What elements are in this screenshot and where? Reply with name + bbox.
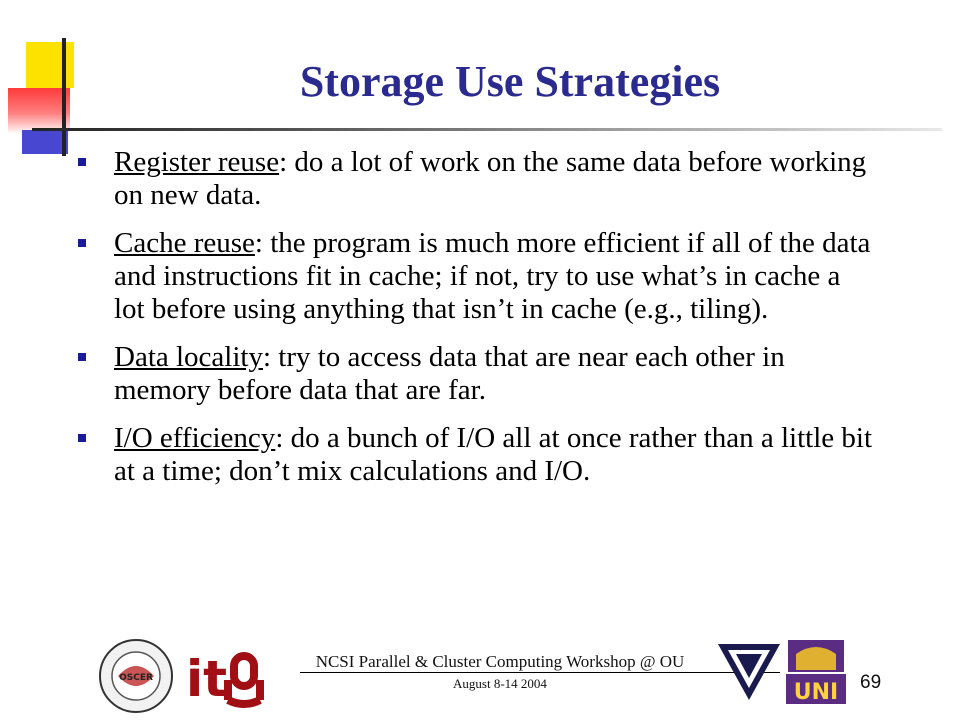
title-underline [32,128,942,131]
bullet-square-icon [78,239,86,247]
bullet-item [78,146,878,212]
uni-logo [786,638,846,704]
bullet-term: Cache reuse [114,227,255,259]
decor-yellow-square [26,42,74,88]
bullet-text: : try to access data that are near each other in memory before data that are far. [114,341,785,406]
bullet-item [78,227,878,326]
it-ou-logo [184,640,270,710]
ncsi-triangle-logo [716,640,782,702]
bullet-text: : the program is much more efficient if all of the data and instructions fit in cache; if not, try to use what’s in cache a lot before using anything that isn’t in cache (e.g., tiling). [114,227,871,325]
it-logo-text: it [186,650,228,708]
footer-workshop-name: NCSI Parallel & Cluster Computing Workshop @ OU [315,652,685,671]
bullet-square-icon [78,158,86,166]
bullet-list [78,146,878,503]
bullet-square-icon [78,434,86,442]
oscer-logo [98,638,174,714]
uni-logo-text: UNI [793,680,839,704]
bullet-term: Data locality [114,341,263,373]
bullet-term: Register reuse [114,146,280,178]
bullet-term: I/O efficiency [114,422,276,454]
bullet-item [78,341,878,407]
oscer-logo-text: OSCER [119,673,153,683]
bullet-text: : do a bunch of I/O all at once rather than a little bit at a time; don’t mix calculations and I/O. [114,422,873,487]
slide-title: Storage Use Strategies [299,57,721,106]
footer-date: August 8-14 2004 [453,676,547,691]
decor-vertical-line [62,38,66,156]
bullet-text: : do a lot of work on the same data before working on new data. [114,146,867,211]
footer-divider [300,672,780,673]
bullet-item [78,422,878,488]
bullet-square-icon [78,353,86,361]
page-number: 69 [860,672,882,693]
